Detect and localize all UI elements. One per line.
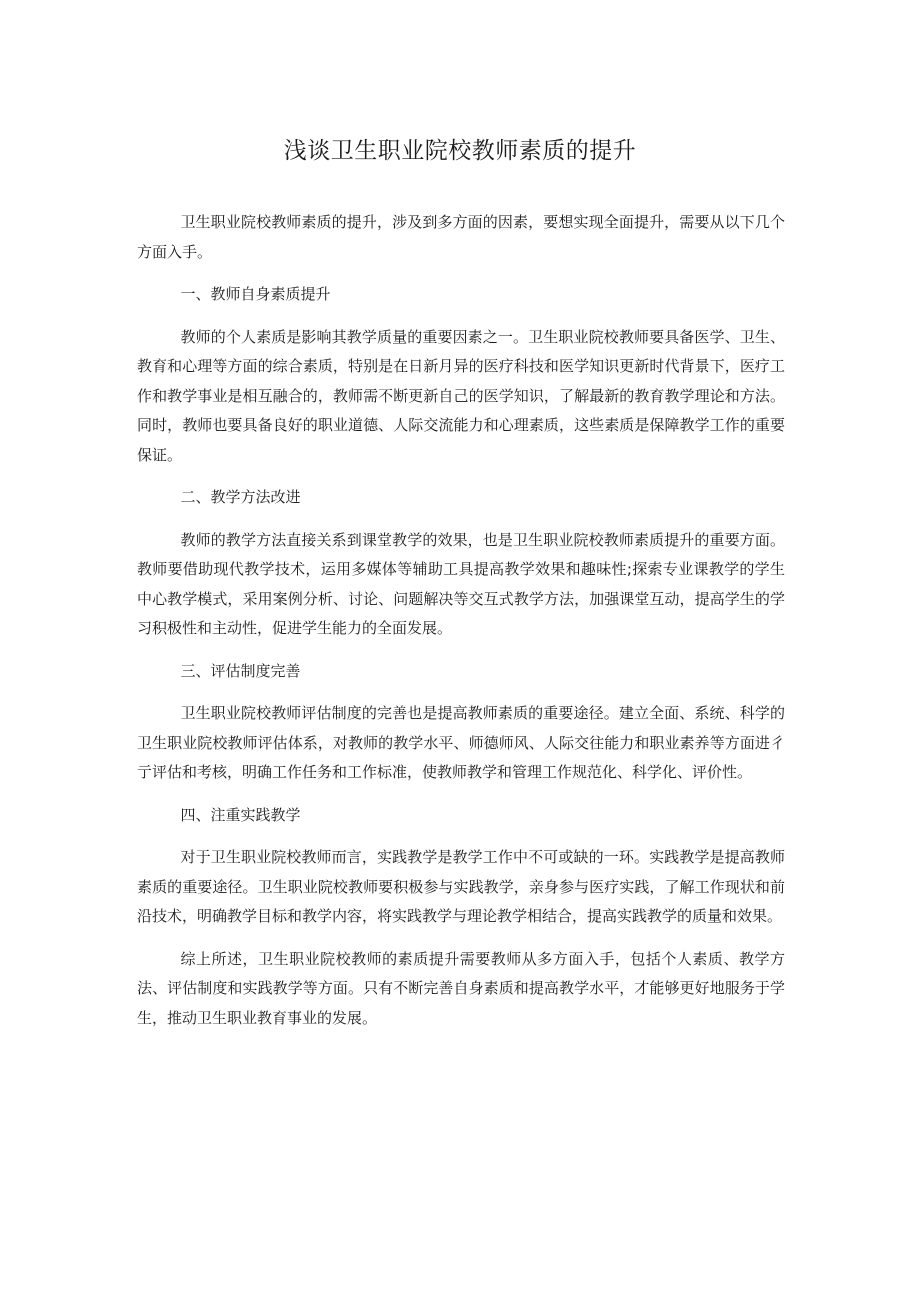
section-body-2: 教师的教学方法直接关系到课堂教学的效果，也是卫生职业院校教师素质提升的重要方面。教师要借助现代教学技术，运用多媒体等辅助工具提高教学效果和趣味性;探索专业课教学的学生中心教学模式，采用案例分析、讨论、问题解决等交互式教学方法，加强课堂互动，提高学生的学习积极性和主动性，促进学生能力的全面发展。: [137, 530, 785, 637]
section-body-1: 教师的个人素质是影响其教学质量的重要因素之一。卫生职业院校教师要具备医学、卫生、教育和心理等方面的综合素质，特别是在日新月异的医疗科技和医学知识更新时代背景下，医疗工作和教学事业是相互融合的，教师需不断更新自己的医学知识，了解最新的教育教学理论和方法。同时，教师也要具备良好的职业道德、人际交流能力和心理素质，这些素质是保障教学工作的重要保证。: [137, 327, 785, 464]
section-heading-3: 三、评估制度完善: [180, 661, 301, 680]
section-heading-1: 一、教师自身素质提升: [180, 285, 331, 303]
document-body: [137, 208, 785, 1033]
intro-paragraph: 卫生职业院校教师素质的提升，涉及到多方面的因素，要想实现全面提升，需要从以下几个方面入手。: [137, 213, 785, 261]
section-body-4: 对于卫生职业院校教师而言，实践教学是教学工作中不可或缺的一环。实践教学是提高教师素质的重要途径。卫生职业院校教师要积极参与实践教学，亲身参与医疗实践，了解工作现状和前沿技术，明确教学目标和教学内容，将实践教学与理论教学相结合，提高实践教学的质量和效果。: [137, 848, 785, 925]
section-heading-4: 四、注重实践教学: [180, 805, 301, 824]
section-heading-2: 二、教学方法改进: [180, 488, 301, 506]
conclusion-paragraph: 综上所述，卫生职业院校教师的素质提升需要教师从多方面入手，包括个人素质、教学方法、评估制度和实践教学等方面。只有不断完善自身素质和提高教学水平，才能够更好地服务于学生，推动卫生职业教育事业的发展。: [137, 949, 785, 1027]
document-title: 浅谈卫生职业院校教师素质的提升: [283, 138, 637, 164]
section-body-3: 卫生职业院校教师评估制度的完善也是提高教师素质的重要途径。建立全面、系统、科学的卫生职业院校教师评估体系，对教师的教学水平、师德师风、人际交往能力和职业素养等方面进彳亍评估和考核，明确工作任务和工作标准，使教师教学和管理工作规范化、科学化、评价性。: [137, 704, 785, 781]
